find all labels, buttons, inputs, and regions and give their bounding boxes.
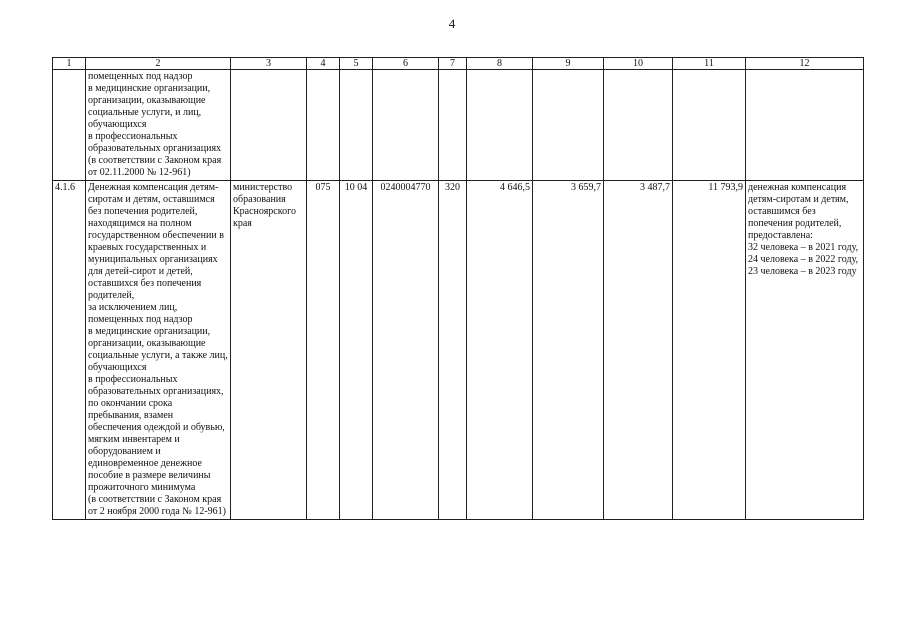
page-number: 4	[448, 16, 456, 31]
empty-cell	[307, 70, 340, 181]
column-header-12: 12	[746, 58, 864, 70]
column-header-2: 2	[86, 58, 231, 70]
empty-cell	[439, 70, 467, 181]
row-vr-cell: 320	[439, 181, 467, 520]
column-header-7: 7	[439, 58, 467, 70]
row-grbs-cell: 075	[307, 181, 340, 520]
header-row	[53, 58, 864, 70]
empty-cell	[746, 70, 864, 181]
column-header-8: 8	[467, 58, 533, 70]
row-2023-value-cell: 3 487,7	[604, 181, 673, 520]
empty-cell	[533, 70, 604, 181]
row-result-cell: денежная компенсация детям-сиротам и детям, оставшимся без попечения родителей, предоставлена: 32 человека – в 2021 году, 24 человека – в 2022 году, 23 человека – в 2023 году	[746, 181, 864, 520]
column-header-6: 6	[373, 58, 439, 70]
row-name-cell: Денежная компенсация детям-сиротам и детям, оставшимся без попечения родителей, находящимся на полном государственном обеспечении в краевых государственных и муниципальных организациях для детей-сирот и детей, оставшихся без попечения родителей, за исключением лиц, помещенных под надзор в медицинские организации, организации, оказывающие социальные услуги, а также лиц, обучающихся в профессиональных образовательных организациях, по окончании срока пребывания, взамен обеспечения одеждой и обувью, мягким инвентарем и оборудованием и единовременное денежное пособие в размере величины прожиточного минимума (в соответствии с Законом края от 2 ноября 2000 года № 12-961)	[86, 181, 231, 520]
row-administrator-cell: министерство образования Красноярского края	[231, 181, 307, 520]
continuation-name-cell: помещенных под надзор в медицинские организации, организации, оказывающие социальные услуги, и лиц, обучающихся в профессиональных образовательных организациях (в соответствии с Законом края от 02.11.2000 № 12-961)	[86, 70, 231, 181]
empty-cell	[373, 70, 439, 181]
column-header-11: 11	[673, 58, 746, 70]
budget-table	[52, 57, 864, 520]
empty-cell	[467, 70, 533, 181]
row-csr-cell: 0240004770	[373, 181, 439, 520]
empty-cell	[340, 70, 373, 181]
column-header-5: 5	[340, 58, 373, 70]
row-code-cell: 4.1.6	[53, 181, 86, 520]
empty-cell	[604, 70, 673, 181]
column-header-4: 4	[307, 58, 340, 70]
column-header-9: 9	[533, 58, 604, 70]
empty-cell	[673, 70, 746, 181]
row-2021-value-cell: 4 646,5	[467, 181, 533, 520]
row-2022-value-cell: 3 659,7	[533, 181, 604, 520]
column-header-1: 1	[53, 58, 86, 70]
continuation-code-cell	[53, 70, 86, 181]
continuation-row	[53, 70, 864, 181]
row-total-cell: 11 793,9	[673, 181, 746, 520]
table-row	[53, 181, 864, 520]
column-header-3: 3	[231, 58, 307, 70]
column-header-10: 10	[604, 58, 673, 70]
empty-cell	[231, 70, 307, 181]
row-rzpr-cell: 10 04	[340, 181, 373, 520]
